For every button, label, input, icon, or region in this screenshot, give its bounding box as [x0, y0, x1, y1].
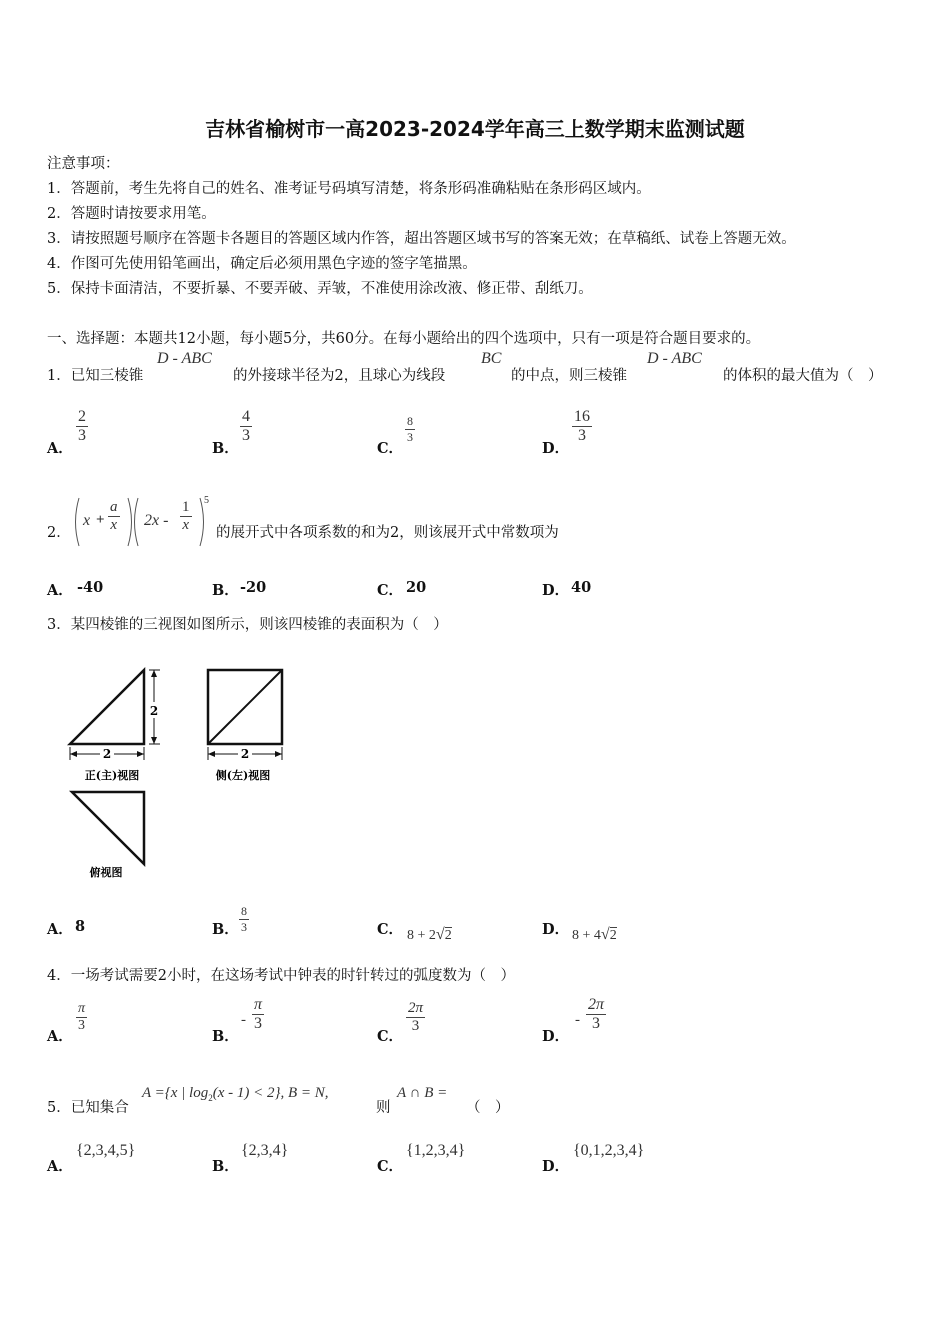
q5-set-a-suffix: (x - 1) < 2}, B = N,	[212, 1085, 329, 1101]
q4-option-c-fraction: $\frac{2\pi}{3}$	[408, 1000, 424, 1034]
q4-text: 4．一场考试需要2小时，在这场考试中钟表的时针转过的弧度数为（ ）	[47, 968, 515, 984]
q1-option-d-label: D．	[542, 440, 570, 457]
q5-option-b-label: B．	[212, 1158, 239, 1175]
front-height-dimension: 2	[149, 704, 159, 718]
q4-option-d-sign: -	[575, 1012, 580, 1028]
q2-option-b-label: B．	[212, 582, 239, 599]
notes-item: 4．作图可先使用铅笔画出，确定后必须用黑色字迹的签字笔描黑。	[47, 256, 477, 272]
q2-option-c-value: 20	[406, 579, 427, 596]
q3-option-b-label: B．	[212, 921, 239, 938]
section-heading: 一、选择题：本题共12小题，每小题5分，共60分。在每小题给出的四个选项中，只有一项是符合题目要求的。	[47, 331, 761, 347]
side-view-label: 侧(左)视图	[215, 769, 271, 782]
q2-option-a-value: -40	[77, 579, 104, 596]
notes-heading: 注意事项：	[47, 156, 120, 172]
q2-exponent: 5	[204, 495, 209, 506]
q3-option-d-label: D．	[542, 921, 570, 938]
q4-option-d-label: D．	[542, 1028, 570, 1045]
q1-option-a-label: A．	[47, 440, 73, 457]
q2-var-x: x	[83, 512, 91, 529]
q1-text-3: 的中点，则三棱锥	[511, 368, 627, 384]
q3-option-c-value: 8 + 2√2	[407, 926, 452, 943]
q1-text-4: 的体积的最大值为（ ）	[723, 368, 883, 384]
q1-math-pyramid: D - ABC	[157, 350, 212, 367]
q2-option-b-value: -20	[240, 579, 267, 596]
q4-option-b-label: B．	[212, 1028, 239, 1045]
q3-option-a-value: 8	[75, 918, 86, 935]
front-view	[70, 670, 160, 760]
q5-text-2: 则	[376, 1100, 391, 1116]
q3-option-a-label: A．	[47, 921, 73, 938]
q4-option-b-fraction: $\frac{\pi}{3}$	[254, 996, 263, 1032]
q4-option-b-sign: -	[241, 1012, 246, 1028]
q5-set-a-prefix: A ={x | log	[142, 1085, 209, 1101]
top-view-label: 俯视图	[89, 866, 123, 879]
q2-two-x: 2x -	[144, 512, 169, 529]
front-width-dimension: 2	[102, 747, 112, 761]
q5-text-1: 5．已知集合	[47, 1100, 129, 1116]
q2-number: 2．	[47, 525, 71, 541]
q1-option-b-fraction: $\frac{4}{3}$	[242, 408, 250, 444]
q2-option-a-label: A．	[47, 582, 73, 599]
q1-option-b-label: B．	[212, 440, 239, 457]
q1-option-a-fraction: $\frac{2}{3}$	[78, 408, 86, 444]
q2-option-d-label: D．	[542, 582, 570, 599]
q5-option-a-label: A．	[47, 1158, 73, 1175]
q2-option-d-value: 40	[571, 579, 592, 596]
q2-option-c-label: C．	[377, 582, 404, 599]
q5-option-c-value: {1,2,3,4}	[406, 1142, 466, 1159]
q5-option-a-value: {2,3,4,5}	[76, 1142, 136, 1159]
q1-text-1: 1．已知三棱锥	[47, 368, 144, 384]
q5-log-base: 2	[208, 1093, 213, 1104]
top-view	[72, 792, 144, 864]
notes-item: 5．保持卡面清洁，不要折暴、不要弄破、弄皱，不准使用涂改液、修正带、刮纸刀。	[47, 281, 593, 297]
q1-math-pyramid-2: D - ABC	[647, 350, 702, 367]
q1-math-segment: BC	[481, 350, 502, 367]
notes-item: 3．请按照题号顺序在答题卡各题目的答题区域内作答，超出答题区域书写的答案无效；在草稿纸、试卷上答题无效。	[47, 231, 796, 247]
q3-text: 3．某四棱锥的三视图如图所示，则该四棱锥的表面积为（ ）	[47, 617, 448, 633]
q3-option-c-label: C．	[377, 921, 404, 938]
q2-brackets	[70, 495, 215, 549]
q5-option-c-label: C．	[377, 1158, 404, 1175]
q1-text-2: 的外接球半径为2，且球心为线段	[233, 368, 446, 384]
front-view-label: 正(主)视图	[84, 769, 140, 782]
q3-option-b-fraction: $\frac{8}{3}$	[241, 904, 247, 934]
q2-fraction-a: $\frac{a}{x}$	[110, 499, 118, 533]
q1-option-d-fraction: $\frac{16}{3}$	[574, 408, 590, 444]
side-width-dimension: 2	[240, 747, 250, 761]
q1-option-c-label: C．	[377, 440, 404, 457]
q5-option-d-label: D．	[542, 1158, 570, 1175]
q4-option-a-label: A．	[47, 1028, 73, 1045]
three-view-figure	[60, 662, 300, 887]
q4-option-c-label: C．	[377, 1028, 404, 1045]
page-title: 吉林省榆树市一高2023-2024学年高三上数学期末监测试题	[205, 117, 745, 141]
q4-option-a-fraction: $\frac{\pi}{3}$	[78, 1001, 86, 1033]
q5-intersection: A ∩ B =	[397, 1085, 448, 1101]
q1-option-c-fraction: $\frac{8}{3}$	[407, 414, 413, 444]
q5-text-3: （ ）	[466, 1100, 510, 1116]
q5-set-expression	[142, 1082, 329, 1103]
q3-option-d-value: 8 + 4√2	[572, 926, 617, 943]
q5-option-d-value: {0,1,2,3,4}	[573, 1142, 645, 1159]
q2-text: 的展开式中各项系数的和为2，则该展开式中常数项为	[216, 525, 559, 541]
notes-item: 1．答题前，考生先将自己的姓名、准考证号码填写清楚，将条形码准确粘贴在条形码区域内。	[47, 181, 651, 197]
q5-option-b-value: {2,3,4}	[241, 1142, 289, 1159]
notes-item: 2．答题时请按要求用笔。	[47, 206, 216, 222]
q2-plus: +	[96, 512, 105, 528]
q2-fraction-1: $\frac{1}{x}$	[182, 499, 190, 533]
q4-option-d-fraction: $\frac{2\pi}{3}$	[588, 996, 605, 1032]
